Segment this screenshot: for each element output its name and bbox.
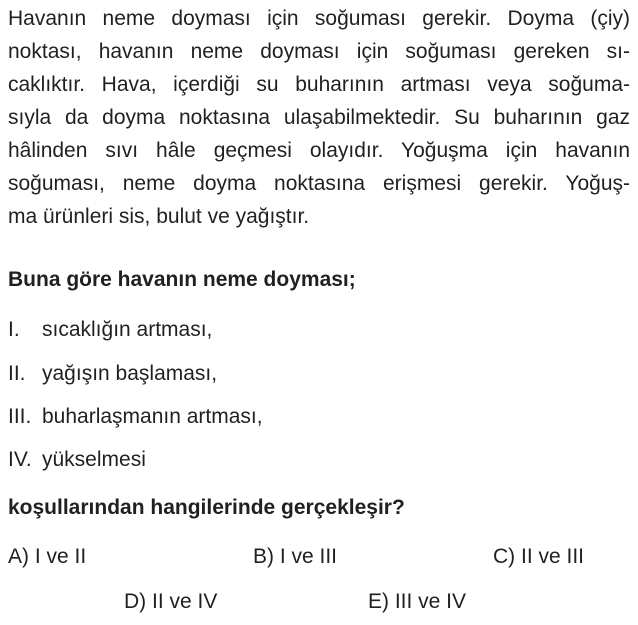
choice-d[interactable]: D) II ve IV [124,590,218,613]
passage-line: soğuması, neme doyma noktasına erişmesi gerekir. Yoğuş- [8,172,630,195]
item-text: yükselmesi [42,448,146,471]
passage-line: Havanın neme doyması için soğuması gerekir. Doyma (çiy) [8,7,630,30]
passage-line: noktası, havanın neme doyması için soğuması gereken sı- [8,40,630,63]
passage-line: hâlinden sıvı hâle geçmesi olayıdır. Yoğuşma için havanın [8,139,630,162]
item-number: III. [8,405,32,428]
choice-e[interactable]: E) III ve IV [368,590,467,613]
choice-a[interactable]: A) I ve II [8,545,87,568]
list-item [8,448,146,472]
list-item [8,318,212,342]
item-text: yağışın başlaması, [42,362,218,385]
list-item [8,362,217,386]
choice-c[interactable]: C) II ve III [493,545,585,568]
item-number: II. [8,362,26,385]
passage-line: sıyla da doyma noktasına ulaşabilmektedir. Su buharının gaz [8,106,630,129]
choice-b[interactable]: B) I ve III [253,545,338,568]
item-number: I. [8,318,20,341]
question-stem: Buna göre havanın neme doyması; [8,268,356,291]
item-text: sıcaklığın artması, [42,318,213,341]
passage-line: caklıktır. Hava, içerdiği su buharının artması veya soğuma- [8,73,630,96]
question-prompt: koşullarından hangilerinde gerçekleşir? [8,496,405,519]
passage-line: ma ürünleri sis, bulut ve yağıştır. [8,205,310,228]
item-text: buharlaşmanın artması, [42,405,263,428]
item-number: IV. [8,448,32,471]
list-item [8,405,263,429]
passage [8,2,630,233]
